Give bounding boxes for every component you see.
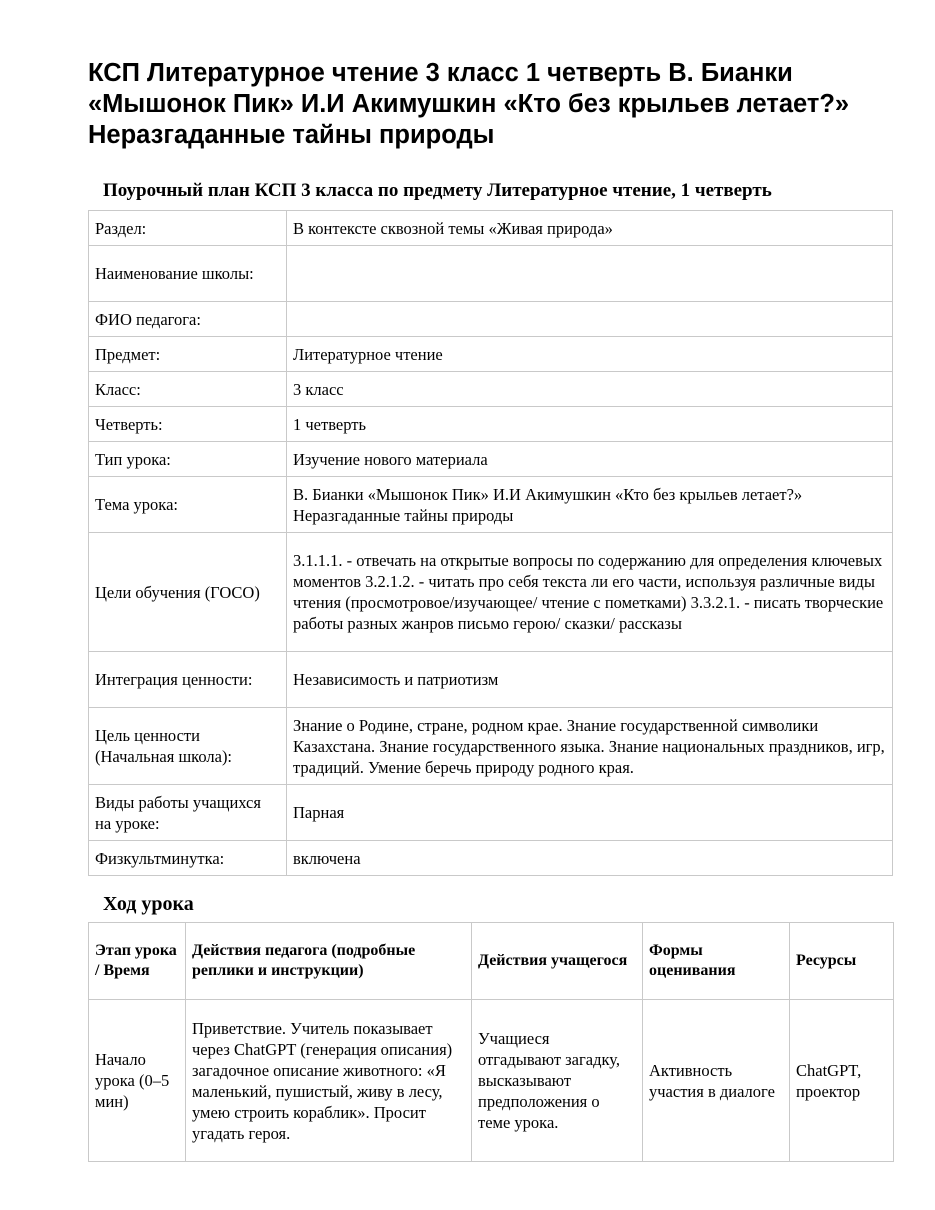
info-value: В контексте сквозной темы «Живая природа» xyxy=(287,211,893,246)
info-value: 1 четверть xyxy=(287,407,893,442)
table-row xyxy=(89,477,893,533)
info-value: включена xyxy=(287,841,893,876)
cell-resources: ChatGPT, проектор xyxy=(790,1000,894,1162)
table-row xyxy=(89,302,893,337)
lesson-progress-table xyxy=(88,922,894,1162)
table-row xyxy=(89,652,893,708)
lesson-info-table xyxy=(88,210,893,876)
cell-stage: Начало урока (0–5 мин) xyxy=(89,1000,186,1162)
info-key: ФИО педагога: xyxy=(89,302,287,337)
info-key: Предмет: xyxy=(89,337,287,372)
info-key: Класс: xyxy=(89,372,287,407)
column-header-assessment: Формы оценивания xyxy=(643,923,790,1000)
info-key: Тип урока: xyxy=(89,442,287,477)
info-key: Физкультминутка: xyxy=(89,841,287,876)
cell-assessment: Активность участия в диалоге xyxy=(643,1000,790,1162)
column-header-stage: Этап урока / Время xyxy=(89,923,186,1000)
table-row xyxy=(89,708,893,785)
plan-heading: Поурочный план КСП 3 класса по предмету Литературное чтение, 1 четверть xyxy=(103,180,772,201)
table-row xyxy=(89,785,893,841)
column-header-teacher-actions: Действия педагога (подробные реплики и инструкции) xyxy=(186,923,472,1000)
lesson-progress-heading: Ход урока xyxy=(103,893,194,915)
table-row xyxy=(89,246,893,302)
info-key: Тема урока: xyxy=(89,477,287,533)
info-value xyxy=(287,302,893,337)
table-row xyxy=(89,407,893,442)
table-row xyxy=(89,211,893,246)
table-row xyxy=(89,533,893,652)
table-row xyxy=(89,442,893,477)
info-value: Изучение нового материала xyxy=(287,442,893,477)
info-key: Интеграция ценности: xyxy=(89,652,287,708)
info-value: Литературное чтение xyxy=(287,337,893,372)
info-value xyxy=(287,246,893,302)
info-key: Цели обучения (ГОСО) xyxy=(89,533,287,652)
column-header-student-actions: Действия учащегося xyxy=(472,923,643,1000)
info-value: Знание о Родине, стране, родном крае. Знание государственной символики Казахстана. Знание государственного языка. Знание национальных праздников, игр, традиций. Умение беречь природу родного края. xyxy=(287,708,893,785)
info-key: Раздел: xyxy=(89,211,287,246)
info-value: 3 класс xyxy=(287,372,893,407)
info-key: Наименование школы: xyxy=(89,246,287,302)
info-key: Виды работы учащихся на уроке: xyxy=(89,785,287,841)
table-row xyxy=(89,841,893,876)
table-row xyxy=(89,1000,894,1162)
column-header-resources: Ресурсы xyxy=(790,923,894,1000)
table-header-row xyxy=(89,923,894,1000)
cell-teacher-actions: Приветствие. Учитель показывает через ChatGPT (генерация описания) загадочное описание животного: «Я маленький, пушистый, живу в лесу, умею строить кораблик». Просит угадать героя. xyxy=(186,1000,472,1162)
info-value: 3.1.1.1. - отвечать на открытые вопросы по содержанию для определения ключевых моментов 3.2.1.2. - читать про себя текста ли его части, используя различные виды чтения (просмотровое/изучающее/ чтение с пометками) 3.3.2.1. - писать творческие работы разных жанров письмо герою/ сказки/ рассказы xyxy=(287,533,893,652)
info-value: Независимость и патриотизм xyxy=(287,652,893,708)
cell-student-actions: Учащиеся отгадывают загадку, высказывают предположения о теме урока. xyxy=(472,1000,643,1162)
table-row xyxy=(89,337,893,372)
info-key: Цель ценности (Начальная школа): xyxy=(89,708,287,785)
table-row xyxy=(89,372,893,407)
info-value: Парная xyxy=(287,785,893,841)
info-value: В. Бианки «Мышонок Пик» И.И Акимушкин «Кто без крыльев летает?» Неразгаданные тайны природы xyxy=(287,477,893,533)
document-title: КСП Литературное чтение 3 класс 1 четверть В. Бианки «Мышонок Пик» И.И Акимушкин «Кто без крыльев летает?» Неразгаданные тайны природы xyxy=(88,59,850,149)
info-key: Четверть: xyxy=(89,407,287,442)
